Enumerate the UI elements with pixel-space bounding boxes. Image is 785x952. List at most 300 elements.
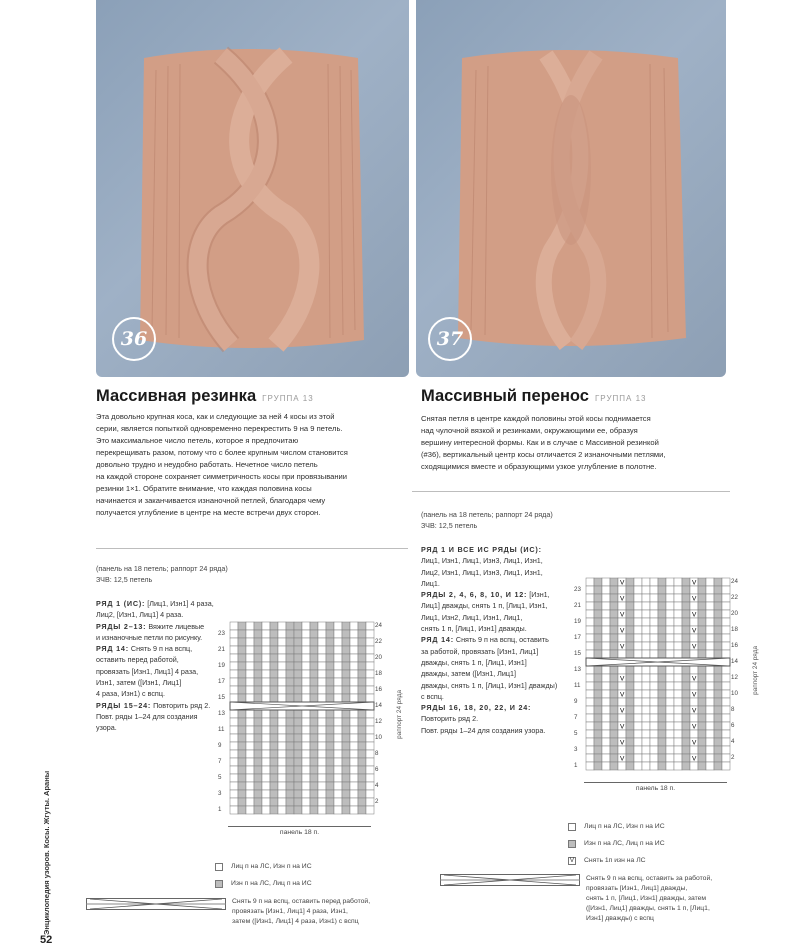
- chart-cell: [254, 806, 262, 814]
- chart-cell: [682, 698, 690, 706]
- chart-cell: [626, 674, 634, 682]
- chart-cell: [294, 742, 302, 750]
- chart-cell: [294, 710, 302, 718]
- row-number: 10: [731, 690, 738, 697]
- chart-cell: [666, 602, 674, 610]
- chart-cell: [326, 638, 334, 646]
- row-number: 6: [731, 722, 735, 729]
- row-number: 15: [218, 694, 225, 701]
- chart-cell: [334, 662, 342, 670]
- chart-cell: [642, 578, 650, 586]
- chart-cell: [682, 746, 690, 754]
- chart-cell: [674, 762, 682, 770]
- chart-cell: [294, 758, 302, 766]
- chart-cell: [342, 758, 350, 766]
- chart-cell: [246, 710, 254, 718]
- chart-cell: [230, 670, 238, 678]
- chart-cell: [698, 754, 706, 762]
- chart-cell: [658, 626, 666, 634]
- chart-cell: [270, 734, 278, 742]
- purl-square-icon: [215, 880, 223, 888]
- chart-cell: [350, 654, 358, 662]
- chart-cell: [618, 714, 626, 722]
- chart-cell: [366, 718, 374, 726]
- instruction-line: РЯД 1 (ИС): [Лиц1, Изн1] 4 раза,: [96, 599, 214, 608]
- chart-cell: [342, 622, 350, 630]
- chart-cell: [318, 630, 326, 638]
- chart-cell: [326, 718, 334, 726]
- chart-cell: [714, 762, 722, 770]
- chart-cell: [586, 706, 594, 714]
- chart-cell: [626, 642, 634, 650]
- chart-cell: [658, 754, 666, 762]
- chart-cell: [618, 666, 626, 674]
- instruction-line: и изнаночные петли по рисунку.: [96, 632, 203, 642]
- chart-cell: [318, 806, 326, 814]
- chart-cell: [342, 750, 350, 758]
- chart-cell: [602, 602, 610, 610]
- chart-cell: [246, 638, 254, 646]
- row-number: 7: [574, 714, 578, 721]
- chart-cell: [714, 674, 722, 682]
- chart-cell: [334, 622, 342, 630]
- row-number: 4: [375, 782, 379, 789]
- chart-cell: [714, 690, 722, 698]
- chart-cell: [706, 586, 714, 594]
- chart-cell: [254, 750, 262, 758]
- chart-cell: [634, 746, 642, 754]
- chart-cell: [334, 654, 342, 662]
- chart-cell: [714, 730, 722, 738]
- chart-cell: [682, 738, 690, 746]
- chart-cell: [690, 586, 698, 594]
- chart-cell: [270, 710, 278, 718]
- chart-cell: [658, 746, 666, 754]
- chart-cell: [310, 758, 318, 766]
- chart-cell: [658, 666, 666, 674]
- chart-cell: [706, 594, 714, 602]
- chart-cell: [318, 686, 326, 694]
- chart-cell: [618, 698, 626, 706]
- chart-cell: [286, 734, 294, 742]
- chart-cell: [594, 762, 602, 770]
- chart-cell: [358, 654, 366, 662]
- chart-cell: [642, 714, 650, 722]
- chart-cell: [706, 650, 714, 658]
- chart-cell: [690, 698, 698, 706]
- chart-cell: [366, 782, 374, 790]
- chart-cell: [246, 790, 254, 798]
- chart-cell: [626, 714, 634, 722]
- chart-cell: [610, 586, 618, 594]
- chart-cell: [326, 734, 334, 742]
- chart-cell: [254, 710, 262, 718]
- slip-stitch-mark: V: [620, 595, 625, 603]
- chart-cell: [666, 618, 674, 626]
- chart-cell: [690, 650, 698, 658]
- chart-cell: [318, 734, 326, 742]
- chart-cell: [318, 790, 326, 798]
- legend-line: ([Изн1, Лиц1] дважды, снять 1 п, [Лиц1,: [586, 905, 710, 912]
- chart-cell: [594, 666, 602, 674]
- chart-cell: [262, 662, 270, 670]
- chart-cell: [722, 578, 730, 586]
- chart-cell: [650, 626, 658, 634]
- chart-cell: [262, 654, 270, 662]
- section-divider: [96, 548, 408, 549]
- chart-cell: [666, 674, 674, 682]
- chart-cell: [366, 734, 374, 742]
- chart-cell: [594, 602, 602, 610]
- chart-cell: [706, 578, 714, 586]
- chart-cell: [254, 686, 262, 694]
- chart-cell: [286, 638, 294, 646]
- chart-cell: [682, 618, 690, 626]
- chart-cell: [666, 586, 674, 594]
- chart-cell: [294, 646, 302, 654]
- section-divider: [412, 491, 730, 492]
- chart-cell: [610, 698, 618, 706]
- pattern-description: [96, 411, 408, 519]
- chart-cell: [270, 758, 278, 766]
- chart-cell: [246, 750, 254, 758]
- slip-stitch-mark: V: [620, 691, 625, 699]
- chart-cell: [658, 762, 666, 770]
- cable-legend-text: [232, 897, 402, 927]
- instruction-line: с вспц.: [421, 691, 444, 701]
- chart-cell: [326, 622, 334, 630]
- slip-stitch-mark: V: [692, 755, 697, 763]
- chart-cell: [634, 682, 642, 690]
- chart-cell: [350, 630, 358, 638]
- chart-cell: [666, 666, 674, 674]
- chart-cell: [294, 622, 302, 630]
- chart-cell: [602, 682, 610, 690]
- pattern-description: [421, 413, 721, 473]
- chart-legend-37: [568, 822, 758, 873]
- chart-cell: [246, 718, 254, 726]
- chart-cell: [366, 638, 374, 646]
- chart-cell: [334, 774, 342, 782]
- chart-cell: [706, 706, 714, 714]
- row-number: 16: [731, 642, 738, 649]
- chart-cell: [722, 586, 730, 594]
- chart-cell: [594, 690, 602, 698]
- slip-stitch-mark: V: [620, 611, 625, 619]
- instruction-line: Лиц2, [Изн1, Лиц1] 4 раза.: [96, 610, 184, 620]
- chart-cell: [270, 742, 278, 750]
- chart-cell: [706, 634, 714, 642]
- chart-cell: [286, 686, 294, 694]
- chart-cell: [634, 634, 642, 642]
- chart-cell: [302, 622, 310, 630]
- chart-cell: [634, 714, 642, 722]
- chart-cell: [658, 706, 666, 714]
- chart-cell: [238, 798, 246, 806]
- chart-cell: [230, 766, 238, 774]
- chart-cell: [262, 710, 270, 718]
- chart-cell: [690, 618, 698, 626]
- row-number: 10: [375, 734, 382, 741]
- chart-cell: [286, 806, 294, 814]
- chart-cell: [618, 586, 626, 594]
- chart-cell: [682, 722, 690, 730]
- chart-cell: [674, 714, 682, 722]
- slip-stitch-mark: V: [692, 643, 697, 651]
- chart-cell: [610, 602, 618, 610]
- chart-cell: [690, 666, 698, 674]
- chart-cell: [722, 722, 730, 730]
- chart-cell: [634, 666, 642, 674]
- swatch-photo-37: [416, 0, 726, 377]
- chart-cell: [278, 694, 286, 702]
- legend-item: Лиц п на ЛС, Изн п на ИС: [215, 862, 405, 872]
- chart-cell: [350, 798, 358, 806]
- chart-cell: [302, 790, 310, 798]
- chart-cell: [626, 626, 634, 634]
- row-instructions: [96, 598, 231, 734]
- chart-cell: [658, 722, 666, 730]
- chart-cell: [642, 690, 650, 698]
- legend-item: Изн п на ЛС, Лиц п на ИС: [215, 879, 405, 889]
- chart-cell: [286, 630, 294, 638]
- chart-cell: [262, 774, 270, 782]
- chart-cell: [366, 622, 374, 630]
- chart-cell: [714, 706, 722, 714]
- chart-cell: [666, 746, 674, 754]
- chart-cell: [326, 798, 334, 806]
- row-number: 16: [375, 686, 382, 693]
- slip-stitch-mark: V: [692, 595, 697, 603]
- chart-cell: [714, 578, 722, 586]
- chart-cell: [634, 610, 642, 618]
- chart-cell: [602, 578, 610, 586]
- chart-cell: [634, 690, 642, 698]
- chart-cell: [674, 618, 682, 626]
- chart-cell: [674, 586, 682, 594]
- instruction-line: РЯДЫ 15–24: Повторить ряд 2.: [96, 700, 211, 710]
- chart-cell: [230, 686, 238, 694]
- chart-cell: [326, 694, 334, 702]
- chart-cell: [722, 754, 730, 762]
- chart-cell: [690, 762, 698, 770]
- chart-cell: [658, 674, 666, 682]
- instruction-line: снять 1 п, [Лиц1, Изн1] дважды.: [421, 624, 527, 634]
- chart-cell: [650, 730, 658, 738]
- chart-cell: [658, 634, 666, 642]
- chart-cell: [278, 686, 286, 694]
- chart-cell: [342, 670, 350, 678]
- chart-cell: [238, 622, 246, 630]
- chart-cell: [602, 722, 610, 730]
- chart-cell: [262, 686, 270, 694]
- chart-cell: [310, 646, 318, 654]
- chart-cell: [246, 782, 254, 790]
- chart-cell: [658, 586, 666, 594]
- chart-cell: [650, 754, 658, 762]
- chart-cell: [626, 666, 634, 674]
- chart-cell: [238, 758, 246, 766]
- chart-cell: [262, 630, 270, 638]
- chart-cell: [334, 734, 342, 742]
- chart-cell: [350, 662, 358, 670]
- chart-cell: [294, 630, 302, 638]
- chart-cell: [342, 790, 350, 798]
- chart-cell: [714, 746, 722, 754]
- chart-cell: [366, 806, 374, 814]
- chart-cell: [650, 690, 658, 698]
- legend-line: провязать [Изн1, Лиц1] 4 раза, Изн1,: [232, 908, 348, 915]
- chart-cell: [318, 678, 326, 686]
- chart-cell: [594, 714, 602, 722]
- chart-cell: [594, 650, 602, 658]
- chart-cell: [610, 730, 618, 738]
- purl-square-icon: [568, 840, 576, 848]
- chart-cell: [294, 750, 302, 758]
- chart-cell: [602, 714, 610, 722]
- chart-legend-36: [215, 862, 405, 896]
- row-number: 2: [375, 798, 379, 805]
- chart-cell: [674, 690, 682, 698]
- row-number: 1: [218, 806, 222, 813]
- chart-cell: [722, 650, 730, 658]
- instruction-line: РЯД 14: Снять 9 п на вспц,: [96, 644, 193, 654]
- chart-cell: [302, 734, 310, 742]
- chart-cell: [270, 630, 278, 638]
- chart-cell: [714, 642, 722, 650]
- chart-cell: [310, 806, 318, 814]
- instruction-line: Лиц1.: [421, 578, 440, 588]
- chart-cell: [698, 690, 706, 698]
- chart-cell: [602, 634, 610, 642]
- chart-cell: [610, 682, 618, 690]
- chart-cell: [682, 578, 690, 586]
- chart-cell: [278, 726, 286, 734]
- chart-cell: [350, 758, 358, 766]
- chart-cell: [334, 670, 342, 678]
- chart-cell: [246, 670, 254, 678]
- chart-cell: [302, 646, 310, 654]
- chart-cell: [270, 638, 278, 646]
- chart-cell: [334, 750, 342, 758]
- chart-cell: [310, 662, 318, 670]
- chart-cell: [262, 678, 270, 686]
- chart-cell: [230, 718, 238, 726]
- chart-cell: [366, 798, 374, 806]
- chart-cell: [594, 730, 602, 738]
- chart-cell: [278, 734, 286, 742]
- knitting-chart-36: [218, 620, 418, 850]
- chart-cell: [722, 674, 730, 682]
- chart-cell: [294, 662, 302, 670]
- description-line: Снятая петля в центре каждой половины этой косы поднимается: [421, 414, 651, 423]
- chart-cell: [594, 626, 602, 634]
- panel-info: [421, 509, 553, 531]
- chart-cell: [674, 674, 682, 682]
- chart-cell: [634, 730, 642, 738]
- chart-cell: [698, 698, 706, 706]
- chart-cell: [270, 670, 278, 678]
- chart-cell: [318, 798, 326, 806]
- chart-cell: [302, 774, 310, 782]
- chart-cell: [254, 694, 262, 702]
- description-line: довольно трудно и неудобно работать. Нечетное число петель: [96, 460, 318, 469]
- chart-cell: [326, 774, 334, 782]
- chart-cell: [238, 630, 246, 638]
- chart-cell: [366, 670, 374, 678]
- chart-cell: [626, 730, 634, 738]
- description-line: резинки 1×1. Обратите внимание, что каждая половина косы: [96, 484, 312, 493]
- chart-cell: [674, 682, 682, 690]
- chart-cell: [270, 662, 278, 670]
- chart-cell: [318, 646, 326, 654]
- chart-cell: [722, 626, 730, 634]
- chart-cell: [278, 678, 286, 686]
- chart-cell: [262, 638, 270, 646]
- chart-cell: [246, 806, 254, 814]
- chart-cell: [238, 742, 246, 750]
- chart-cell: [358, 790, 366, 798]
- chart-cell: [318, 694, 326, 702]
- row-number: 19: [218, 662, 225, 669]
- chart-cell: [650, 578, 658, 586]
- chart-cell: [334, 726, 342, 734]
- slip-stitch-mark: V: [692, 723, 697, 731]
- chart-cell: [642, 722, 650, 730]
- chart-cell: [270, 678, 278, 686]
- chart-cell: [586, 626, 594, 634]
- chart-cell: [706, 730, 714, 738]
- chart-cell: [294, 782, 302, 790]
- chart-cell: [230, 654, 238, 662]
- chart-cell: [698, 666, 706, 674]
- chart-cell: [714, 714, 722, 722]
- chart-cell: [246, 622, 254, 630]
- chart-cell: [254, 718, 262, 726]
- chart-cell: [698, 714, 706, 722]
- chart-cell: [722, 730, 730, 738]
- chart-cell: [698, 730, 706, 738]
- chart-cell: [602, 650, 610, 658]
- chart-cell: [342, 710, 350, 718]
- chart-cell: [706, 690, 714, 698]
- chart-cell: [342, 694, 350, 702]
- chart-cell: [310, 790, 318, 798]
- chart-cell: [618, 762, 626, 770]
- chart-cell: [610, 690, 618, 698]
- chart-cell: [658, 618, 666, 626]
- row-number: 18: [731, 626, 738, 633]
- chart-cell: [270, 694, 278, 702]
- chart-cell: [350, 646, 358, 654]
- chart-cell: [262, 734, 270, 742]
- row-number: 5: [218, 774, 222, 781]
- row-number: 2: [731, 754, 735, 761]
- chart-cell: [310, 782, 318, 790]
- chart-cell: [302, 694, 310, 702]
- chart-cell: [366, 654, 374, 662]
- chart-cell: [342, 782, 350, 790]
- chart-cell: [698, 762, 706, 770]
- chart-cell: [238, 726, 246, 734]
- chart-cell: [610, 642, 618, 650]
- chart-cell: [278, 718, 286, 726]
- chart-cell: [254, 758, 262, 766]
- chart-cell: [262, 726, 270, 734]
- row-number: 13: [574, 666, 581, 673]
- chart-cell: [682, 706, 690, 714]
- chart-cell: [666, 762, 674, 770]
